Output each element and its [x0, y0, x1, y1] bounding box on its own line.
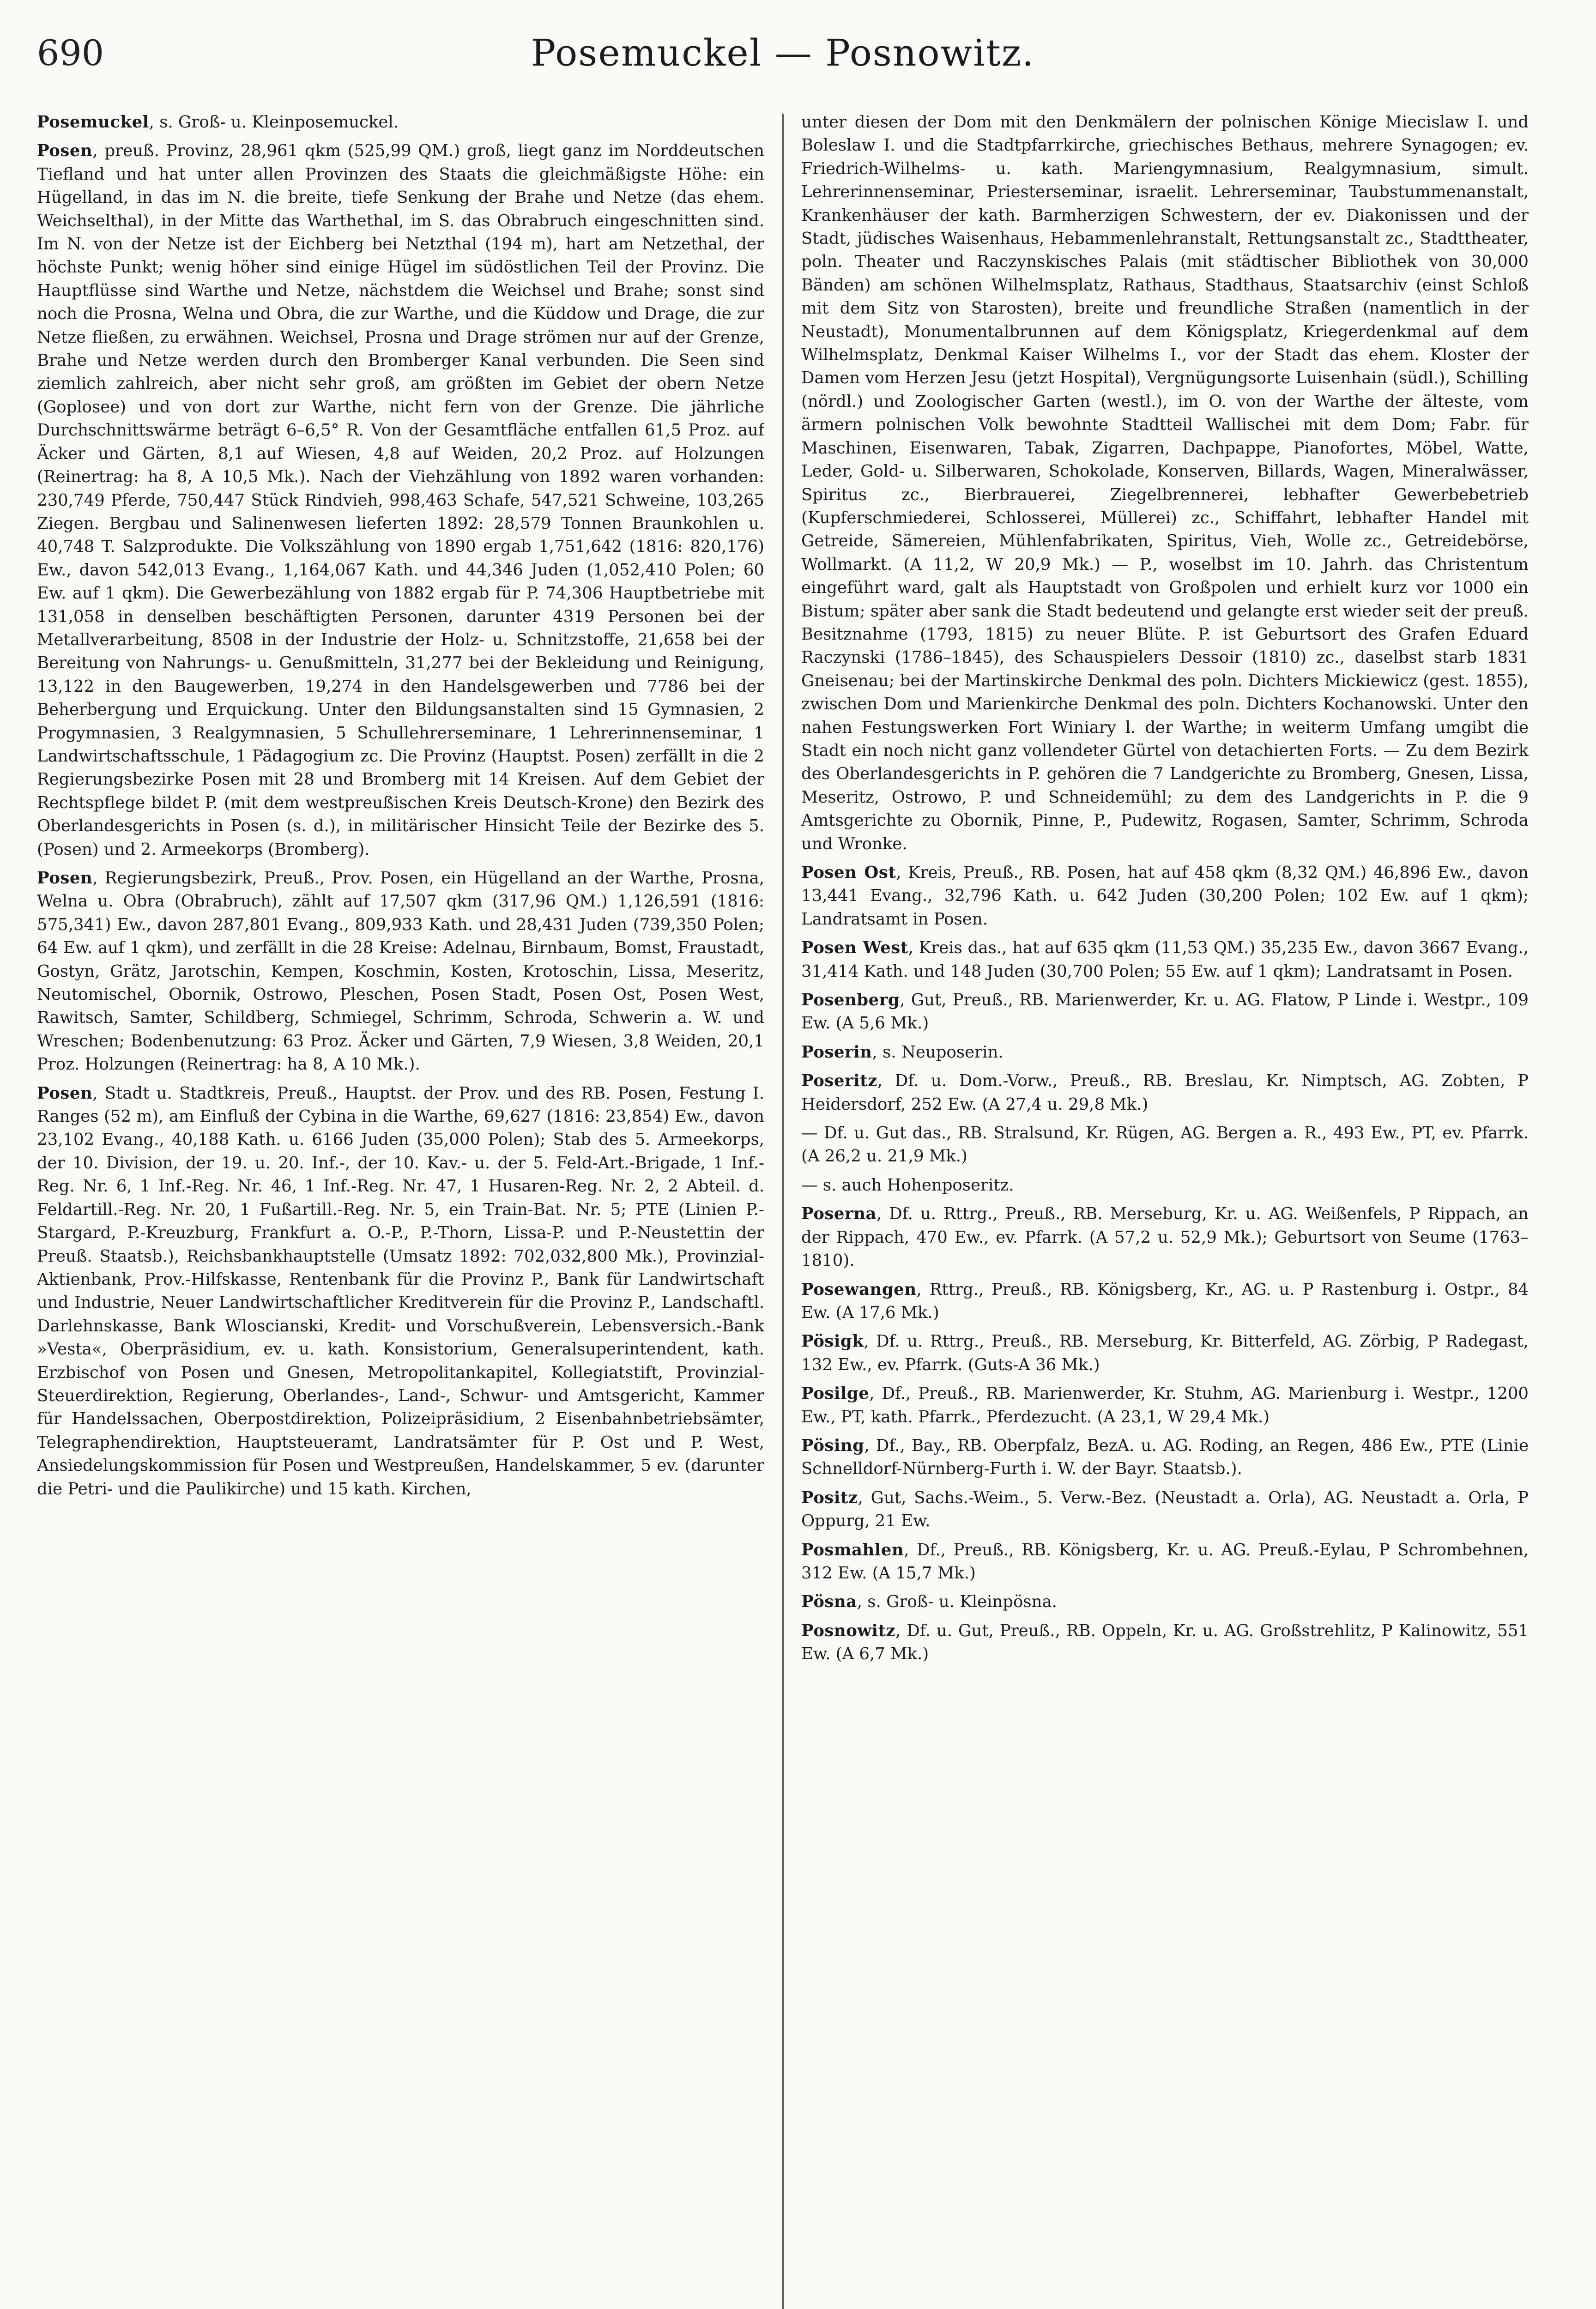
entry-text: , Df. u. Rttrg., Preuß., RB. Merseburg, Kr. u. AG. Weißenfels, P Rippach, an der Rippach, 470 Ew., ev. Pfarrk. (A 57,2 u. 52,9 Mk.); Geburtsort von Seume (1763–1810).: [801, 1204, 1529, 1270]
dictionary-entry: [37, 139, 764, 861]
entry-text: , Gut, Sachs.-Weim., 5. Verw.-Bez. (Neustadt a. Orla), AG. Neustadt a. Orla, P Oppurg, 21 Ew.: [801, 1488, 1529, 1531]
entry-text: , Df. u. Rttrg., Preuß., RB. Merseburg, Kr. Bitterfeld, AG. Zörbig, P Radegast, 132 Ew., ev. Pfarrk. (Guts-A 36 Mk.): [801, 1332, 1529, 1374]
entry-headword: Posen: [37, 141, 93, 161]
entry-headword: Positz: [801, 1488, 858, 1507]
dictionary-entry: [801, 989, 1529, 1035]
entry-headword: Poseritz: [801, 1071, 877, 1091]
dictionary-entry: [37, 1082, 764, 1501]
entry-headword: Pösing: [801, 1436, 864, 1455]
left-column: [37, 111, 764, 2309]
dictionary-entry: [37, 111, 764, 134]
dictionary-entry: [801, 111, 1529, 856]
dictionary-entry: [801, 1382, 1529, 1429]
entry-text: — Df. u. Gut das., RB. Stralsund, Kr. Rügen, AG. Bergen a. R., 493 Ew., PT, ev. Pfarrk. (A 26,2 u. 21,9 Mk.): [801, 1124, 1529, 1166]
entry-text: , s. Groß- u. Kleinposemuckel.: [149, 113, 399, 132]
page-header: [37, 23, 1529, 92]
entry-text: , Gut, Preuß., RB. Marienwerder, Kr. u. AG. Flatow, P Linde i. Westpr., 109 Ew. (A 5,6 Mk.): [801, 991, 1529, 1033]
dictionary-entry: [801, 1487, 1529, 1533]
column-divider: [782, 114, 784, 2309]
entry-headword: Posen West: [801, 938, 908, 958]
dictionary-entry: [801, 1041, 1529, 1064]
entry-headword: Posnowitz: [801, 1621, 895, 1640]
dictionary-entry: [801, 1330, 1529, 1377]
entry-headword: Poserin: [801, 1042, 872, 1062]
entry-text: , Regierungsbezirk, Preuß., Prov. Posen, ein Hügelland an der Warthe, Prosna, Welna u. Obra (Obrabruch), zählt auf 17,507 qkm (317,96 QM.) 1,126,591 (1816: 575,341) Ew., davon 287,801 Evang., 809,933 Kath. und 28,431 Juden (739,350 Polen; 64 Ew. auf 1 qkm), und zerfällt in die 28 Kreise: Adelnau, Birnbaum, Bomst, Fraustadt, Gostyn, Grätz, Jarotschin, Kempen, Koschmin, Kosten, Krotoschin, Lissa, Meseritz, Neutomischel, Obornik, Ostrowo, Pleschen, Posen Stadt, Posen Ost, Posen West, Rawitsch, Samter, Schildberg, Schmiegel, Schrimm, Schroda, Schwerin a. W. und Wreschen; Bodenbenutzung: 63 Proz. Äcker und Gärten, 7,9 Wiesen, 3,8 Weiden, 20,1 Proz. Holzungen (Reinertrag: ha 8, A 10 Mk.).: [37, 869, 764, 1074]
running-title: Posemuckel — Posnowitz.: [531, 31, 1035, 74]
entry-text: , Df. u. Gut, Preuß., RB. Oppeln, Kr. u. AG. Großstrehlitz, P Kalinowitz, 551 Ew. (A 6,7 Mk.): [801, 1621, 1529, 1664]
dictionary-entry: [801, 1434, 1529, 1481]
entry-text: , preuß. Provinz, 28,961 qkm (525,99 QM.) groß, liegt ganz im Norddeutschen Tiefland und hat unter allen Provinzen des Staats die gleichmäßigste Höhe: ein Hügelland, in das im N. die breite, tiefe Senkung der Brahe und Netze (das ehem. Weichselthal), in der Mitte das Warthethal, im S. das Obrabruch eingeschnitten sind. Im N. von der Netze ist der Eichberg bei Netzthal (194 m), hart am Netzethal, der höchste Punkt; wenig höher sind einige Hügel im südöstlichen Teil der Provinz. Die Hauptflüsse sind Warthe und Netze, nächstdem die Weichsel und Brahe; sonst sind noch die Prosna, Welna und Obra, die zur Warthe, und die Küddow und Drage, die zur Netze fließen, zu erwähnen. Weichsel, Prosna und Drage strömen nur auf der Grenze, Brahe und Netze werden durch den Bromberger Kanal verbunden. Die Seen sind ziemlich zahlreich, aber nicht sehr groß, am größten im Gebiet der obern Netze (Goplosee) und von dort zur Warthe, nicht fern von der Grenze. Die jährliche Durchschnittswärme beträgt 6–6,5° R. Von der Gesamtfläche entfallen 61,5 Proz. auf Äcker und Gärten, 8,1 auf Wiesen, 4,8 auf Weiden, 20,2 Proz. auf Holzungen (Reinertrag: ha 8, A 10,5 Mk.). Nach der Viehzählung von 1892 waren vorhanden: 230,749 Pferde, 750,447 Stück Rindvieh, 998,463 Schafe, 547,521 Schweine, 103,265 Ziegen. Bergbau und Salinenwesen lieferten 1892: 28,579 Tonnen Braunkohlen u. 40,748 T. Salzprodukte. Die Volkszählung von 1890 ergab 1,751,642 (1816: 820,176) Ew., davon 542,013 Evang., 1,164,067 Kath. und 44,346 Juden (1,052,410 Polen; 60 Ew. auf 1 qkm). Die Gewerbezählung von 1882 ergab für P. 74,306 Hauptbetriebe mit 131,058 in denselben beschäftigten Personen, darunter 4319 Personen bei der Metallverarbeitung, 8508 in der Industrie der Holz- u. Schnitzstoffe, 21,658 bei der Bereitung von Nahrungs- u. Genußmitteln, 31,277 bei der Bekleidung und Reinigung, 13,122 in den Baugewerben, 19,274 in den Handelsgewerben und 7786 bei der Beherbergung und Erquickung. Unter den Bildungsanstalten sind 15 Gymnasien, 2 Progymnasien, 3 Realgymnasien, 5 Schullehrerseminare, 1 Lehrerinnenseminar, 1 Landwirtschaftsschule, 1 Pädagogium zc. Die Provinz (Hauptst. Posen) zerfällt in die 2 Regierungsbezirke Posen mit 28 und Bromberg mit 14 Kreisen. Auf dem Gebiet der Rechtspflege bildet P. (mit dem westpreußischen Kreis Deutsch-Krone) den Bezirk des Oberlandesgerichts in Posen (s. d.), in militärischer Hinsicht Teile der Bezirke des 5. (Posen) und 2. Armeekorps (Bromberg).: [37, 141, 764, 859]
dictionary-entry: [801, 1590, 1529, 1614]
entry-headword: Posewangen: [801, 1280, 917, 1299]
entry-headword: Posen: [37, 869, 93, 888]
entry-headword: Posenberg: [801, 991, 900, 1010]
dictionary-entry: [801, 1203, 1529, 1272]
dictionary-entry: [801, 937, 1529, 983]
entry-headword: Posen Ost: [801, 863, 896, 882]
entry-text: , Df., Preuß., RB. Königsberg, Kr. u. AG. Preuß.-Eylau, P Schrombehnen, 312 Ew. (A 15,7 Mk.): [801, 1540, 1529, 1583]
dictionary-entry: [801, 1122, 1529, 1168]
entry-text: , s. Neuposerin.: [872, 1042, 1004, 1062]
entry-text: , Df., Bay., RB. Oberpfalz, BezA. u. AG. Roding, an Regen, 486 Ew., PTE (Linie Schnelldorf-Nürnberg-Furth i. W. der Bayr. Staatsb.).: [801, 1436, 1529, 1479]
entry-text: , Df. u. Dom.-Vorw., Preuß., RB. Breslau, Kr. Nimptsch, AG. Zobten, P Heidersdorf, 252 Ew. (A 27,4 u. 29,8 Mk.): [801, 1071, 1529, 1114]
right-column: [801, 111, 1529, 2309]
dictionary-entry: [801, 861, 1529, 931]
entry-headword: Pösna: [801, 1592, 857, 1612]
entry-text: , Kreis, Preuß., RB. Posen, hat auf 458 qkm (8,32 QM.) 46,896 Ew., davon 13,441 Evang., 32,796 Kath. u. 642 Juden (30,200 Polen; 102 Ew. auf 1 qkm); Landratsamt in Posen.: [801, 863, 1529, 929]
dictionary-entry: [801, 1278, 1529, 1325]
dictionary-entry: [801, 1070, 1529, 1116]
entry-text: , s. Groß- u. Kleinpösna.: [857, 1592, 1057, 1612]
entry-headword: Posmahlen: [801, 1540, 904, 1559]
entry-headword: Posilge: [801, 1384, 870, 1403]
entry-text: , Kreis das., hat auf 635 qkm (11,53 QM.) 35,235 Ew., davon 3667 Evang., 31,414 Kath. und 148 Juden (30,700 Polen; 55 Ew. auf 1 qkm); Landratsamt in Posen.: [801, 938, 1529, 981]
entry-headword: Posemuckel: [37, 113, 149, 132]
entry-text: , Df., Preuß., RB. Marienwerder, Kr. Stuhm, AG. Marienburg i. Westpr., 1200 Ew., PT, kath. Pfarrk., Pferdezucht. (A 23,1, W 29,4 Mk.): [801, 1384, 1529, 1427]
entry-text: , Stadt u. Stadtkreis, Preuß., Hauptst. der Prov. und des RB. Posen, Festung I. Ranges (52 m), am Einfluß der Cybina in die Warthe, 69,627 (1816: 23,854) Ew., davon 23,102 Evang., 40,188 Kath. u. 6166 Juden (35,000 Polen); Stab des 5. Armeekorps, der 10. Division, der 19. u. 20. Inf.-, der 10. Kav.- u. der 5. Feld-Art.-Brigade, 1 Inf.-Reg. Nr. 6, 1 Inf.-Reg. Nr. 46, 1 Inf.-Reg. Nr. 47, 1 Husaren-Reg. Nr. 2, 2 Abteil. d. Feldartill.-Reg. Nr. 20, 1 Fußartill.-Reg. Nr. 5, ein Train-Bat. Nr. 5; PTE (Linien P.-Stargard, P.-Kreuzburg, Frankfurt a. O.-P., P.-Thorn, Lissa-P. und P.-Neustettin der Preuß. Staatsb.), Reichsbankhauptstelle (Umsatz 1892: 702,032,800 Mk.), Provinzial-Aktienbank, Prov.-Hilfskasse, Rentenbank für die Provinz P., Bank für Landwirtschaft und Industrie, Neuer Landwirtschaftlicher Kreditverein für die Provinz P., Landschaftl. Darlehnskasse, Bank Wloscianski, Kredit- und Vorschußverein, Lebensversich.-Bank »Vesta«, Oberpräsidium, ev. u. kath. Konsistorium, Generalsuperintendent, kath. Erzbischof von Posen und Gnesen, Metropolitankapitel, Kollegiatstift, Provinzial-Steuerdirektion, Regierung, Oberlandes-, Land-, Schwur- und Amtsgericht, Kammer für Handelssachen, Oberpostdirektion, Polizeipräsidium, 2 Eisenbahnbetriebsämter, Telegraphendirektion, Hauptsteueramt, Landratsämter für P. Ost und P. West, Ansiedelungskommission für Posen und Westpreußen, Handelskammer, 5 ev. (darunter die Petri- und die Paulikirche) und 15 kath. Kirchen,: [37, 1083, 764, 1499]
dictionary-entry: [37, 867, 764, 1076]
dictionary-entry: [801, 1174, 1529, 1197]
entry-headword: Poserna: [801, 1204, 877, 1224]
entry-headword: Pösigk: [801, 1332, 864, 1351]
page-number: 690: [37, 32, 104, 73]
entry-text: — s. auch Hohenposeritz.: [801, 1175, 1014, 1195]
text-columns: [37, 111, 1529, 2309]
entry-text: unter diesen der Dom mit den Denkmälern der polnischen Könige Miecislaw I. und Boleslaw I. und die Stadtpfarrkirche, griechisches Bethaus, mehrere Synagogen; ev. Friedrich-Wilhelms- u. kath. Mariengymnasium, Realgymnasium, simult. Lehrerinnenseminar, Priesterseminar, israelit. Lehrerseminar, Taubstummenanstalt, Krankenhäuser der kath. Barmherzigen Schwestern, der ev. Diakonissen und der Stadt, jüdisches Waisenhaus, Hebammenlehranstalt, Rettungsanstalt zc., Stadttheater, poln. Theater und Raczynskisches Palais (mit städtischer Bibliothek von 30,000 Bänden) am schönen Wilhelmsplatz, Rathaus, Stadthaus, Staatsarchiv (einst Schloß mit dem Sitz von Starosten), breite und freundliche Straßen (namentlich in der Neustadt), Monumentalbrunnen auf dem Königsplatz, Kriegerdenkmal auf dem Wilhelmsplatz, Denkmal Kaiser Wilhelms I., vor der Stadt das ehem. Kloster der Damen vom Herzen Jesu (jetzt Hospital), Vergnügungsorte Luisenhain (südl.), Schilling (nördl.) und Zoologischer Garten (westl.), im O. von der Warthe der älteste, vom ärmern polnischen Volk bewohnte Stadtteil Wallischei mit dem Dom; Fabr. für Maschinen, Eisenwaren, Tabak, Zigarren, Dachpappe, Pianofortes, Möbel, Watte, Leder, Gold- u. Silberwaren, Schokolade, Konserven, Billards, Wagen, Mineralwässer, Spiritus zc., Bierbrauerei, Ziegelbrennerei, lebhafter Gewerbebetrieb (Kupferschmiederei, Schlosserei, Müllerei) zc., Schiffahrt, lebhafter Handel mit Getreide, Sämereien, Mühlenfabrikaten, Spiritus, Vieh, Wolle zc., Getreidebörse, Wollmarkt. (A 11,2, W 20,9 Mk.) — P., woselbst im 10. Jahrh. das Christentum eingeführt ward, galt als Hauptstadt von Großpolen und erhielt kurz vor 1000 ein Bistum; später aber sank die Stadt bedeutend und gelangte erst wieder seit der preuß. Besitznahme (1793, 1815) zu neuer Blüte. P. ist Geburtsort des Grafen Eduard Raczynski (1786–1845), des Schauspielers Dessoir (1810) zc., daselbst starb 1831 Gneisenau; bei der Martinskirche Denkmal des poln. Dichters Mickiewicz (gest. 1855), zwischen Dom und Marienkirche Denkmal des poln. Dichters Kochanowski. Unter den nahen Festungswerken Fort Winiary l. der Warthe; in weiterm Umfang umgibt die Stadt ein noch nicht ganz vollendeter Gürtel von detachierten Forts. — Zu dem Bezirk des Oberlandesgerichts in P. gehören die 7 Landgerichte zu Bromberg, Gnesen, Lissa, Meseritz, Ostrowo, P. und Schneidemühl; zu dem des Landgerichts in P. die 9 Amtsgerichte zu Obornik, Pinne, P., Pudewitz, Rogasen, Samter, Schrimm, Schroda und Wronke.: [801, 113, 1529, 853]
entry-text: , Rttrg., Preuß., RB. Königsberg, Kr., AG. u. P Rastenburg i. Ostpr., 84 Ew. (A 17,6 Mk.): [801, 1280, 1529, 1322]
dictionary-entry: [801, 1539, 1529, 1585]
entry-headword: Posen: [37, 1083, 93, 1103]
dictionary-entry: [801, 1620, 1529, 1666]
